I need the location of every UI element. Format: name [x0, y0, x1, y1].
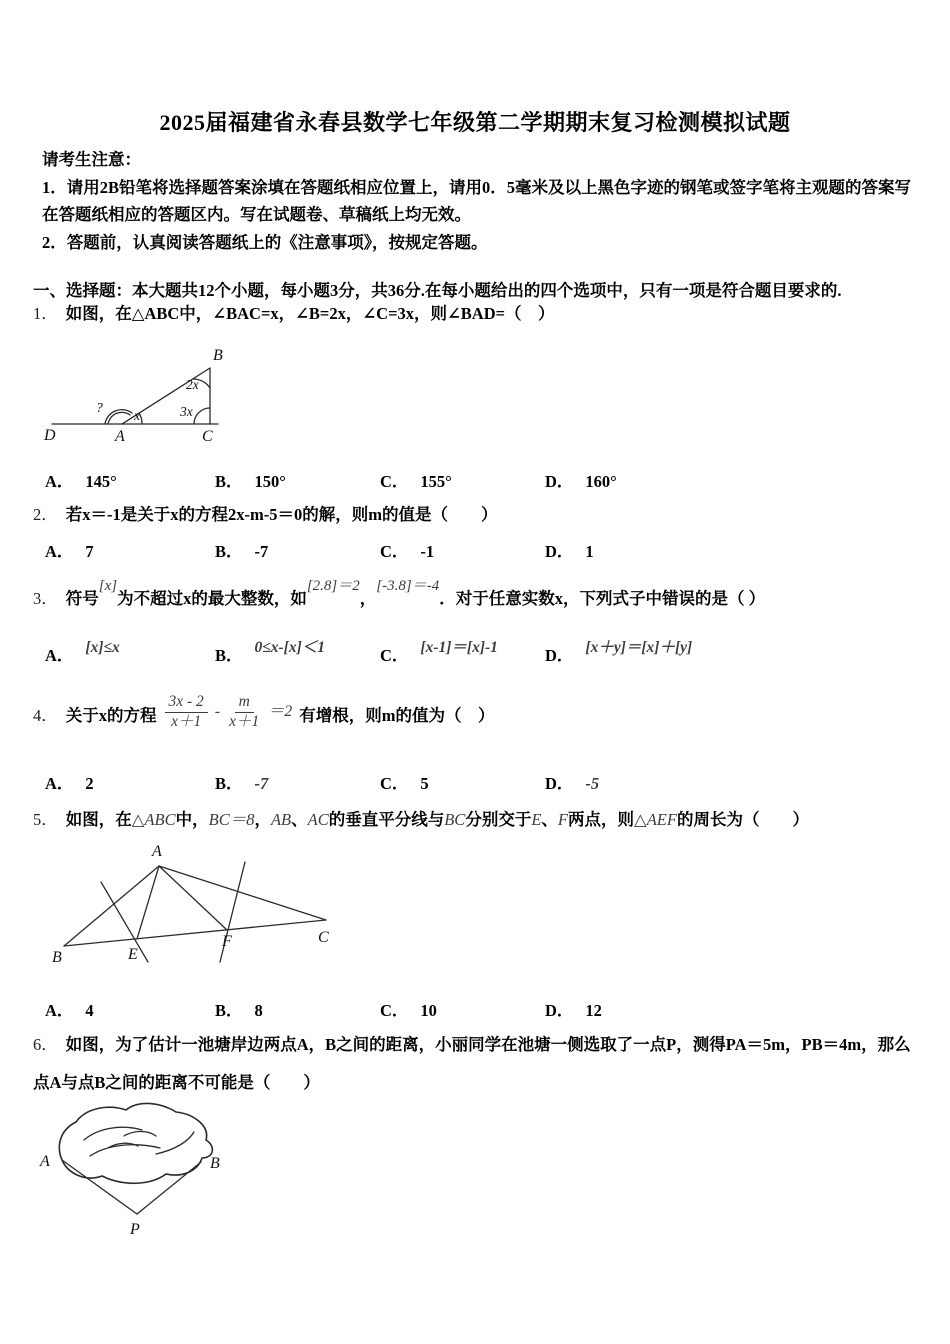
- text-fragment: ，: [254, 810, 271, 829]
- formula-fragment: △AEF: [634, 810, 677, 829]
- option-value: 4: [85, 1001, 94, 1020]
- angle-label-unknown: ?: [96, 400, 103, 415]
- formula-fragment: [-3.8]＝-4: [376, 578, 440, 594]
- option-value: 10: [420, 1001, 437, 1020]
- formula-fragment: [x]: [98, 578, 118, 594]
- text-fragment: 两点，则: [568, 810, 634, 829]
- option-A: [45, 538, 94, 562]
- option-value: -5: [585, 774, 600, 793]
- option-value: 8: [254, 1001, 263, 1020]
- option-A: [45, 639, 120, 666]
- formula-fragment: AC: [307, 810, 329, 829]
- formula-fragment: F: [557, 810, 568, 829]
- text-fragment: 的垂直平分线与: [328, 810, 445, 829]
- question-4-number: 4．: [33, 706, 58, 725]
- option-value: -7: [254, 542, 269, 561]
- point-label-B: B: [210, 1155, 220, 1172]
- text-fragment: 如图，在: [65, 810, 132, 829]
- question-5-text: [66, 810, 809, 829]
- point-label-P: P: [130, 1221, 140, 1238]
- pond-figure: [38, 1096, 248, 1238]
- option-value: 1: [585, 542, 594, 561]
- text-fragment: 分别交于: [465, 810, 532, 829]
- option-letter: A．: [45, 542, 74, 561]
- text-fragment: ．对于任意实数x，下列式子中错误的是（ ）: [439, 589, 766, 608]
- question-1-text: 如图，在△ABC中，∠BAC=x，∠B=2x，∠C=3x，则∠BAD=（ ）: [65, 304, 555, 323]
- point-label-B: B: [213, 347, 223, 364]
- question-5-number: 5．: [33, 810, 58, 829]
- option-value: 160°: [585, 472, 617, 491]
- notice-heading: 请考生注意：: [42, 150, 141, 169]
- text-fragment: 为不超过x的最大整数，如: [117, 589, 307, 608]
- option-value: 2: [85, 774, 94, 793]
- option-B: [215, 639, 326, 666]
- option-letter: D．: [545, 542, 574, 561]
- option-letter: B．: [215, 1001, 243, 1020]
- text-fragment: 中，: [175, 810, 209, 829]
- option-C: [380, 770, 429, 794]
- option-letter: C．: [380, 1001, 409, 1020]
- option-letter: A．: [45, 1001, 74, 1020]
- option-letter: C．: [380, 542, 409, 561]
- equals-rhs: ＝2: [268, 703, 293, 720]
- option-B: [215, 997, 263, 1021]
- question-3-text: [65, 578, 766, 608]
- option-A: [45, 997, 94, 1021]
- fraction-1: [165, 693, 208, 731]
- option-letter: D．: [545, 472, 574, 491]
- text-fragment: 、: [541, 810, 558, 829]
- option-D: [545, 770, 599, 794]
- formula-fragment: [2.8]＝2: [306, 578, 360, 594]
- option-D: [545, 997, 602, 1021]
- perpendicular-bisector-figure: [44, 840, 344, 966]
- question-2: [33, 504, 923, 526]
- angle-label-2x: 2x: [186, 377, 199, 392]
- option-value: [x]≤x: [85, 639, 120, 656]
- formula-fragment: △ABC: [131, 810, 176, 829]
- question-1: [33, 303, 923, 325]
- fraction-2-numerator: m: [235, 693, 254, 713]
- option-value: [x-1]＝[x]-1: [420, 639, 498, 656]
- question-1-figure: [42, 346, 232, 451]
- option-C: [380, 639, 498, 666]
- formula-fragment: BC＝8: [208, 810, 255, 829]
- question-4: [33, 690, 923, 742]
- question-4-post-text: 有增根，则m的值为（ ）: [299, 706, 495, 725]
- question-6-number: 6．: [33, 1035, 58, 1054]
- option-A: [45, 770, 94, 794]
- option-letter: B．: [215, 542, 243, 561]
- question-4-pre-text: 关于x的方程: [65, 706, 157, 725]
- question-1-options: [45, 468, 925, 498]
- option-letter: A．: [45, 774, 74, 793]
- option-value: 5: [420, 774, 429, 793]
- option-letter: C．: [380, 774, 409, 793]
- question-5-options: [45, 997, 925, 1027]
- option-C: [380, 997, 437, 1021]
- point-label-F: F: [222, 933, 232, 950]
- triangle-figure: [42, 346, 232, 446]
- question-6-text: 如图，为了估计一池塘岸边两点A，B之间的距离，小丽同学在池塘一侧选取了一点P，测得PA＝5m，PB＝4m，那么点A与点B之间的距离不可能是（ ）: [33, 1035, 911, 1092]
- point-label-A: A: [115, 428, 125, 445]
- option-D: [545, 639, 693, 666]
- notice-block: [42, 146, 916, 256]
- question-2-text: 若x＝-1是关于x的方程2x-m-5＝0的解，则m的值是（ ）: [65, 505, 498, 524]
- option-value: 155°: [420, 472, 452, 491]
- question-6: [33, 1026, 923, 1102]
- option-letter: B．: [215, 472, 243, 491]
- option-value: 0≤x-[x]＜1: [254, 639, 326, 656]
- question-2-options: [45, 538, 925, 568]
- point-label-E: E: [128, 946, 138, 963]
- point-label-C: C: [202, 428, 213, 445]
- formula-fragment: BC: [444, 810, 466, 829]
- option-letter: B．: [215, 774, 243, 793]
- question-6-figure: [38, 1096, 248, 1243]
- option-value: 12: [585, 1001, 602, 1020]
- section-heading-choice: 一、选择题：本大题共12个小题，每小题3分，共36分.在每小题给出的四个选项中，只有一项是符合题目要求的.: [33, 281, 842, 300]
- formula-fragment: AB: [270, 810, 292, 829]
- fraction-1-denominator: x＋1: [171, 712, 202, 730]
- point-label-B: B: [52, 949, 62, 966]
- angle-label-x: x: [134, 408, 140, 423]
- option-C: [380, 538, 434, 562]
- option-letter: D．: [545, 774, 574, 793]
- fraction-2: [227, 693, 261, 731]
- option-letter: D．: [545, 1001, 574, 1020]
- notice-item-2: 2．答题前，认真阅读答题纸上的《注意事项》，按规定答题。: [42, 232, 488, 252]
- option-B: [215, 538, 268, 562]
- question-3-options: [45, 639, 925, 672]
- option-B: [215, 770, 268, 794]
- option-value: [x＋y]＝[x]＋[y]: [585, 639, 693, 656]
- question-4-equation: [161, 693, 296, 731]
- question-4-options: [45, 770, 925, 800]
- page-title: 2025届福建省永春县数学七年级第二学期期末复习检测模拟试题: [159, 110, 791, 135]
- question-2-number: 2．: [33, 505, 58, 524]
- option-letter: A．: [45, 646, 74, 665]
- text-fragment: 、: [291, 810, 308, 829]
- fraction-2-denominator: x＋1: [229, 712, 260, 730]
- fraction-1-numerator: 3x - 2: [165, 693, 208, 713]
- option-letter: A．: [45, 472, 74, 491]
- option-value: 145°: [85, 472, 117, 491]
- option-value: 150°: [254, 472, 286, 491]
- text-fragment: 符号: [65, 589, 99, 608]
- option-value: -7: [254, 774, 269, 793]
- point-label-D: D: [44, 427, 56, 444]
- option-value: -1: [420, 542, 435, 561]
- option-A: [45, 468, 117, 492]
- question-3-number: 3．: [33, 589, 58, 608]
- text-fragment: 的周长为（ ）: [676, 810, 809, 829]
- point-label-A: A: [40, 1153, 50, 1170]
- option-letter: D．: [545, 646, 574, 665]
- text-fragment: ，: [359, 589, 377, 608]
- option-D: [545, 538, 594, 562]
- notice-item-1: 1．请用2B铅笔将选择题答案涂填在答题纸相应位置上，请用0．5毫米及以上黑色字迹的钢笔或签字笔将主观题的答案写在答题纸相应的答题区内。写在试题卷、草稿纸上均无效。: [42, 177, 912, 224]
- option-letter: C．: [380, 646, 409, 665]
- option-letter: B．: [215, 646, 243, 665]
- question-3: [33, 578, 923, 611]
- option-D: [545, 468, 617, 492]
- option-B: [215, 468, 286, 492]
- angle-label-3x: 3x: [180, 404, 193, 419]
- option-value: 7: [85, 542, 94, 561]
- minus-operator: -: [214, 703, 221, 720]
- point-label-A: A: [152, 843, 162, 860]
- question-5: [33, 809, 923, 831]
- question-1-number: 1．: [33, 304, 58, 323]
- option-C: [380, 468, 452, 492]
- option-letter: C．: [380, 472, 409, 491]
- point-label-C: C: [318, 929, 329, 946]
- formula-fragment: E: [531, 810, 542, 829]
- question-5-figure: [44, 840, 344, 971]
